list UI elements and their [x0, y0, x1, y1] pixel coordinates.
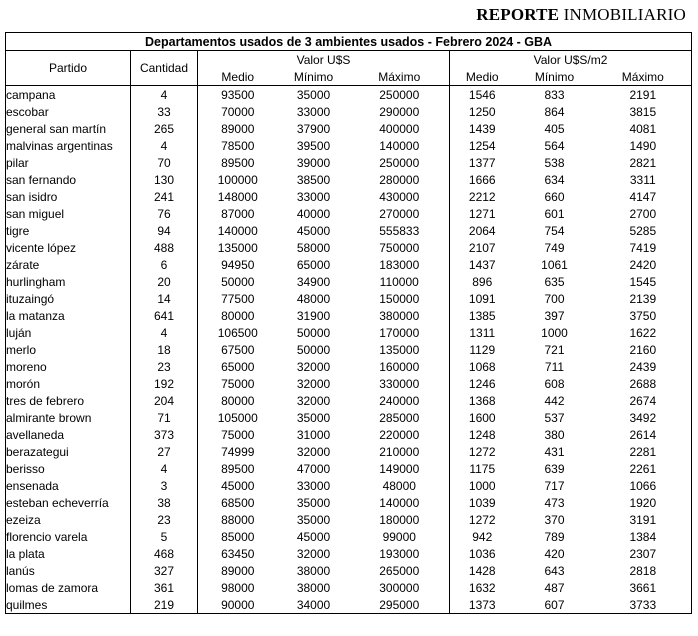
cell-partido: ituzaingó	[6, 290, 131, 307]
cell-cantidad: 14	[131, 290, 198, 307]
table-row	[6, 494, 692, 511]
cell-usd-maximo: 280000	[350, 171, 450, 188]
cell-partido: san isidro	[6, 188, 131, 205]
brand-regular: INMOBILIARIO	[563, 5, 686, 24]
cell-usd-medio: 80000	[221, 308, 255, 323]
cell-m2-minimo: 537	[544, 410, 565, 425]
cell-usd-maximo: 265000	[350, 562, 450, 579]
cell-usd-maximo: 140000	[350, 494, 450, 511]
cell-m2-minimo: 864	[544, 104, 565, 119]
cell-usd-maximo: 750000	[350, 239, 450, 256]
cell-usd-minimo: 39500	[296, 138, 331, 153]
cell-usd-medio: 50000	[221, 274, 255, 289]
table-row	[6, 426, 692, 443]
cell-m2-maximo: 3311	[595, 171, 692, 188]
cell-usd-maximo: 295000	[350, 596, 450, 614]
cell-m2-maximo: 1066	[595, 477, 692, 494]
cell-m2-minimo: 473	[544, 495, 565, 510]
cell-cantidad: 219	[131, 596, 198, 614]
cell-partido: tigre	[6, 222, 131, 239]
cell-m2-maximo: 3815	[595, 103, 692, 120]
cell-usd-maximo: 220000	[350, 426, 450, 443]
cell-m2-maximo: 3750	[595, 307, 692, 324]
table-row	[6, 443, 692, 460]
cell-m2-medio: 1250	[468, 104, 496, 119]
cell-usd-minimo: 33000	[296, 104, 331, 119]
cell-usd-medio: 67500	[221, 342, 255, 357]
cell-partido: merlo	[6, 341, 131, 358]
cell-m2-maximo: 1920	[595, 494, 692, 511]
cell-m2-maximo: 2614	[595, 426, 692, 443]
cell-cantidad: 33	[131, 103, 198, 120]
cell-m2-minimo: 700	[544, 291, 565, 306]
cell-usd-medio: 148000	[217, 189, 258, 204]
cell-partido: vicente lópez	[6, 239, 131, 256]
cell-m2-medio: 1437	[468, 257, 496, 272]
cell-usd-maximo: 290000	[350, 103, 450, 120]
cell-partido: san fernando	[6, 171, 131, 188]
cell-usd-maximo: 183000	[350, 256, 450, 273]
cell-m2-minimo: 643	[544, 563, 565, 578]
cell-usd-medio: 89000	[221, 121, 255, 136]
cell-usd-medio: 45000	[221, 478, 255, 493]
cell-m2-minimo: 420	[544, 546, 565, 561]
cell-usd-medio: 70000	[221, 104, 255, 119]
cell-m2-minimo: 749	[544, 240, 565, 255]
table-row	[6, 358, 692, 375]
header-m2-minimo: Mínimo	[515, 68, 595, 86]
cell-m2-maximo: 5285	[595, 222, 692, 239]
cell-m2-medio: 1254	[468, 138, 496, 153]
cell-m2-minimo: 754	[544, 223, 565, 238]
cell-partido: moreno	[6, 358, 131, 375]
cell-cantidad: 76	[131, 205, 198, 222]
cell-usd-medio: 93500	[221, 87, 255, 102]
cell-m2-maximo: 2139	[595, 290, 692, 307]
cell-m2-minimo: 607	[515, 596, 595, 614]
cell-usd-medio: 88000	[221, 512, 255, 527]
cell-m2-minimo: 717	[544, 478, 565, 493]
cell-m2-medio: 1036	[468, 546, 496, 561]
cell-m2-medio: 1546	[468, 87, 496, 102]
table-row	[6, 477, 692, 494]
cell-m2-maximo: 2261	[595, 460, 692, 477]
cell-partido: esteban echeverría	[6, 494, 131, 511]
table-row	[6, 120, 692, 137]
table-row	[6, 324, 692, 341]
cell-m2-maximo: 2160	[595, 341, 692, 358]
cell-m2-minimo: 660	[544, 189, 565, 204]
cell-m2-maximo: 3492	[595, 409, 692, 426]
cell-m2-maximo: 3661	[595, 579, 692, 596]
cell-partido: luján	[6, 324, 131, 341]
table-row	[6, 222, 692, 239]
cell-usd-minimo: 40000	[296, 206, 331, 221]
cell-usd-medio: 140000	[217, 223, 258, 238]
cell-cantidad: 468	[131, 545, 198, 562]
cell-usd-minimo: 58000	[296, 240, 331, 255]
cell-m2-maximo: 2439	[595, 358, 692, 375]
table-row	[6, 341, 692, 358]
table-row	[6, 137, 692, 154]
cell-partido: escobar	[6, 103, 131, 120]
cell-partido: general san martín	[6, 120, 131, 137]
cell-usd-minimo: 35000	[296, 410, 331, 425]
cell-usd-maximo: 285000	[350, 409, 450, 426]
cell-m2-minimo: 635	[544, 274, 565, 289]
cell-partido: avellaneda	[6, 426, 131, 443]
cell-usd-minimo: 39000	[296, 155, 331, 170]
table-row	[6, 86, 692, 104]
cell-usd-minimo: 32000	[296, 376, 331, 391]
header-valor-usd-m2: Valor U$S/m2	[450, 51, 692, 69]
brand-logo	[476, 5, 686, 25]
cell-m2-maximo: 2307	[595, 545, 692, 562]
cell-m2-minimo: 405	[544, 121, 565, 136]
cell-usd-medio: 77500	[221, 291, 255, 306]
cell-m2-medio: 1428	[468, 563, 496, 578]
table-row	[6, 409, 692, 426]
cell-m2-maximo: 2191	[595, 86, 692, 104]
cell-m2-medio: 1368	[468, 393, 496, 408]
cell-cantidad: 4	[131, 460, 198, 477]
header-cantidad: Cantidad	[131, 51, 198, 86]
cell-m2-minimo: 397	[544, 308, 565, 323]
cell-usd-maximo: 430000	[350, 188, 450, 205]
table-row	[6, 545, 692, 562]
table-row	[6, 290, 692, 307]
cell-usd-minimo: 33000	[296, 478, 331, 493]
cell-m2-medio: 1600	[468, 410, 496, 425]
cell-cantidad: 27	[131, 443, 198, 460]
cell-m2-maximo: 2818	[595, 562, 692, 579]
cell-usd-minimo: 34900	[296, 274, 331, 289]
cell-m2-medio: 1039	[468, 495, 496, 510]
cell-m2-medio: 2107	[468, 240, 496, 255]
cell-partido: campana	[6, 86, 131, 104]
table-row	[6, 562, 692, 579]
table-row	[6, 460, 692, 477]
cell-usd-maximo: 99000	[350, 528, 450, 545]
cell-cantidad: 192	[131, 375, 198, 392]
cell-usd-maximo: 300000	[350, 579, 450, 596]
cell-m2-minimo: 564	[544, 138, 565, 153]
cell-usd-minimo: 45000	[296, 223, 331, 238]
cell-cantidad: 94	[131, 222, 198, 239]
cell-usd-medio: 80000	[221, 393, 255, 408]
cell-m2-maximo: 4147	[595, 188, 692, 205]
header-valor-usd: Valor U$S	[198, 51, 450, 69]
cell-cantidad: 4	[131, 324, 198, 341]
cell-m2-medio: 1271	[468, 206, 496, 221]
cell-usd-medio: 135000	[217, 240, 258, 255]
cell-usd-minimo: 35000	[296, 512, 331, 527]
cell-m2-maximo: 3733	[595, 596, 692, 614]
table-row	[6, 188, 692, 205]
cell-m2-maximo: 2420	[595, 256, 692, 273]
cell-usd-minimo: 38000	[296, 563, 331, 578]
header-usd-medio: Medio	[198, 68, 278, 86]
cell-partido: almirante brown	[6, 409, 131, 426]
cell-partido: hurlingham	[6, 273, 131, 290]
table-row	[6, 596, 692, 614]
cell-partido: ezeiza	[6, 511, 131, 528]
cell-partido: quilmes	[6, 596, 131, 614]
cell-cantidad: 4	[131, 86, 198, 104]
cell-usd-maximo: 140000	[350, 137, 450, 154]
cell-usd-minimo: 50000	[296, 325, 331, 340]
cell-m2-maximo: 1490	[595, 137, 692, 154]
cell-usd-minimo: 35000	[296, 495, 331, 510]
cell-usd-medio: 106500	[217, 325, 258, 340]
cell-m2-minimo: 538	[544, 155, 565, 170]
cell-partido: lomas de zamora	[6, 579, 131, 596]
cell-partido: la plata	[6, 545, 131, 562]
cell-m2-maximo: 1622	[595, 324, 692, 341]
cell-m2-minimo: 789	[544, 529, 565, 544]
cell-partido: berazategui	[6, 443, 131, 460]
cell-m2-maximo: 3191	[595, 511, 692, 528]
cell-usd-medio: 87000	[221, 206, 255, 221]
cell-usd-maximo: 210000	[350, 443, 450, 460]
cell-m2-minimo: 1061	[541, 257, 568, 272]
cell-usd-maximo: 150000	[350, 290, 450, 307]
table-row	[6, 103, 692, 120]
cell-cantidad: 23	[131, 511, 198, 528]
cell-usd-maximo: 555833	[350, 222, 450, 239]
cell-usd-minimo: 38500	[296, 172, 331, 187]
table-row	[6, 205, 692, 222]
cell-m2-maximo: 2700	[595, 205, 692, 222]
cell-m2-minimo: 380	[544, 427, 565, 442]
cell-cantidad: 241	[131, 188, 198, 205]
brand-bold: REPORTE	[476, 5, 560, 24]
cell-usd-medio: 63450	[221, 546, 255, 561]
cell-m2-medio: 1091	[468, 291, 496, 306]
cell-usd-maximo: 250000	[350, 86, 450, 104]
cell-usd-minimo: 47000	[296, 461, 331, 476]
cell-cantidad: 130	[131, 171, 198, 188]
cell-usd-minimo: 48000	[296, 291, 331, 306]
cell-m2-medio: 1666	[468, 172, 496, 187]
cell-partido: zárate	[6, 256, 131, 273]
cell-usd-maximo: 250000	[350, 154, 450, 171]
table-row	[6, 579, 692, 596]
cell-m2-minimo: 431	[544, 444, 565, 459]
cell-usd-minimo: 37900	[296, 121, 331, 136]
cell-usd-medio: 75000	[221, 427, 255, 442]
cell-cantidad: 265	[131, 120, 198, 137]
cell-m2-medio: 1439	[468, 121, 496, 136]
table-row	[6, 154, 692, 171]
cell-usd-minimo: 33000	[296, 189, 331, 204]
cell-m2-maximo: 1545	[595, 273, 692, 290]
cell-usd-maximo: 135000	[350, 341, 450, 358]
table-row	[6, 273, 692, 290]
cell-m2-medio: 1246	[468, 376, 496, 391]
cell-partido: pilar	[6, 154, 131, 171]
table-row	[6, 256, 692, 273]
cell-m2-medio: 2064	[468, 223, 496, 238]
cell-cantidad: 23	[131, 358, 198, 375]
table-row	[6, 239, 692, 256]
cell-usd-maximo: 240000	[350, 392, 450, 409]
cell-m2-maximo: 2281	[595, 443, 692, 460]
cell-m2-maximo: 2674	[595, 392, 692, 409]
cell-usd-minimo: 32000	[296, 444, 331, 459]
cell-usd-medio: 85000	[221, 529, 255, 544]
cell-partido: morón	[6, 375, 131, 392]
cell-m2-medio: 1311	[469, 325, 496, 340]
cell-m2-medio: 1632	[468, 580, 496, 595]
cell-m2-maximo: 1384	[595, 528, 692, 545]
cell-m2-maximo: 2688	[595, 375, 692, 392]
header-usd-minimo: Mínimo	[278, 68, 350, 86]
cell-m2-medio: 1377	[468, 155, 496, 170]
cell-cantidad: 327	[131, 562, 198, 579]
cell-cantidad: 373	[131, 426, 198, 443]
cell-m2-minimo: 608	[544, 376, 565, 391]
cell-usd-maximo: 193000	[350, 545, 450, 562]
cell-m2-minimo: 634	[544, 172, 565, 187]
cell-m2-medio: 1175	[469, 461, 496, 476]
cell-m2-minimo: 711	[544, 359, 565, 374]
cell-m2-minimo: 1000	[541, 325, 568, 340]
cell-m2-minimo: 487	[544, 580, 565, 595]
cell-cantidad: 641	[131, 307, 198, 324]
cell-usd-medio: 89000	[221, 563, 255, 578]
cell-m2-minimo: 639	[544, 461, 565, 476]
cell-cantidad: 18	[131, 341, 198, 358]
cell-usd-medio: 78500	[221, 138, 255, 153]
cell-cantidad: 20	[131, 273, 198, 290]
cell-m2-medio: 1000	[468, 478, 496, 493]
cell-usd-medio: 105000	[217, 410, 258, 425]
cell-m2-medio: 1129	[469, 342, 496, 357]
cell-usd-minimo: 35000	[296, 87, 331, 102]
cell-m2-minimo: 721	[544, 342, 565, 357]
cell-cantidad: 361	[131, 579, 198, 596]
cell-cantidad: 3	[131, 477, 198, 494]
cell-cantidad: 204	[131, 392, 198, 409]
cell-usd-medio: 98000	[221, 580, 255, 595]
table-row	[6, 375, 692, 392]
cell-m2-maximo: 7419	[595, 239, 692, 256]
cell-partido: berisso	[6, 460, 131, 477]
cell-cantidad: 488	[131, 239, 198, 256]
cell-cantidad: 4	[131, 137, 198, 154]
cell-cantidad: 71	[131, 409, 198, 426]
table-row	[6, 511, 692, 528]
cell-usd-minimo: 65000	[296, 257, 331, 272]
cell-m2-minimo: 442	[544, 393, 565, 408]
cell-usd-medio: 89500	[221, 461, 255, 476]
cell-usd-minimo: 31000	[296, 427, 331, 442]
cell-m2-medio: 896	[472, 274, 493, 289]
cell-usd-minimo: 32000	[296, 546, 331, 561]
cell-usd-medio: 100000	[217, 172, 258, 187]
table-row	[6, 171, 692, 188]
cell-usd-medio: 65000	[221, 359, 255, 374]
cell-usd-maximo: 110000	[350, 273, 450, 290]
header-partido: Partido	[6, 51, 131, 86]
cell-m2-medio: 942	[472, 529, 493, 544]
cell-cantidad: 6	[131, 256, 198, 273]
cell-usd-maximo: 400000	[350, 120, 450, 137]
cell-m2-medio: 2212	[468, 189, 496, 204]
cell-usd-minimo: 50000	[296, 342, 331, 357]
header-usd-maximo: Máximo	[350, 68, 450, 86]
cell-usd-maximo: 48000	[350, 477, 450, 494]
table-body	[6, 86, 692, 614]
cell-usd-medio: 68500	[221, 495, 255, 510]
cell-usd-medio: 89500	[221, 155, 255, 170]
cell-m2-minimo: 370	[544, 512, 565, 527]
cell-usd-medio: 74999	[221, 444, 255, 459]
cell-cantidad: 5	[131, 528, 198, 545]
cell-usd-minimo: 31900	[296, 308, 331, 323]
cell-m2-minimo: 601	[544, 206, 565, 221]
cell-partido: florencio varela	[6, 528, 131, 545]
cell-m2-maximo: 4081	[595, 120, 692, 137]
cell-cantidad: 70	[131, 154, 198, 171]
cell-m2-medio: 1385	[468, 308, 496, 323]
cell-m2-medio: 1373	[450, 596, 515, 614]
table-row	[6, 307, 692, 324]
cell-m2-medio: 1272	[468, 512, 496, 527]
cell-usd-minimo: 38000	[296, 580, 331, 595]
cell-usd-minimo: 45000	[296, 529, 331, 544]
cell-usd-maximo: 180000	[350, 511, 450, 528]
table-row	[6, 528, 692, 545]
cell-usd-medio: 90000	[198, 596, 278, 614]
cell-m2-minimo: 833	[544, 87, 565, 102]
cell-usd-minimo: 32000	[296, 393, 331, 408]
cell-partido: la matanza	[6, 307, 131, 324]
table-title: Departamentos usados de 3 ambientes usados - Febrero 2024 - GBA	[6, 33, 692, 51]
cell-usd-maximo: 160000	[350, 358, 450, 375]
header-m2-medio: Medio	[450, 68, 515, 86]
cell-partido: san miguel	[6, 205, 131, 222]
cell-usd-minimo: 34000	[278, 596, 350, 614]
cell-m2-medio: 1248	[468, 427, 496, 442]
cell-m2-medio: 1272	[468, 444, 496, 459]
price-table	[5, 32, 692, 614]
cell-m2-medio: 1068	[468, 359, 496, 374]
cell-partido: ensenada	[6, 477, 131, 494]
cell-usd-maximo: 380000	[350, 307, 450, 324]
header-m2-maximo: Máximo	[595, 68, 692, 86]
cell-cantidad: 38	[131, 494, 198, 511]
cell-usd-medio: 75000	[221, 376, 255, 391]
cell-usd-medio: 94950	[221, 257, 255, 272]
cell-usd-maximo: 149000	[350, 460, 450, 477]
cell-partido: malvinas argentinas	[6, 137, 131, 154]
table-row	[6, 392, 692, 409]
cell-partido: lanús	[6, 562, 131, 579]
cell-m2-maximo: 2821	[595, 154, 692, 171]
cell-usd-maximo: 270000	[350, 205, 450, 222]
cell-usd-maximo: 330000	[350, 375, 450, 392]
cell-usd-minimo: 32000	[296, 359, 331, 374]
cell-partido: tres de febrero	[6, 392, 131, 409]
cell-usd-maximo: 170000	[350, 324, 450, 341]
